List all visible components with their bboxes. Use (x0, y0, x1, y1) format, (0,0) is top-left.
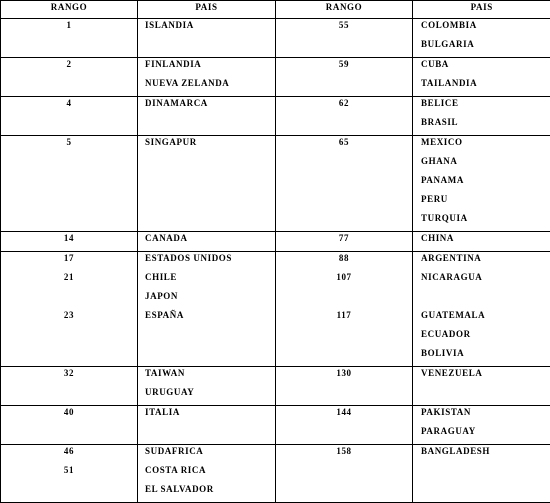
country-right-cell (413, 232, 550, 252)
rank-left-cell (1, 252, 138, 367)
rank-right-entry (276, 193, 412, 212)
rank-left-entry: 32 (1, 367, 137, 386)
country-left-entry (145, 212, 275, 231)
rank-right-entry (276, 116, 412, 135)
rank-right-cell (276, 445, 413, 503)
table-body (1, 19, 550, 503)
country-right-cell (413, 406, 550, 445)
rank-left-cell (1, 367, 138, 406)
table-row (1, 445, 550, 503)
country-right-cell (413, 136, 550, 232)
rank-left-entry: 1 (1, 19, 137, 38)
rank-left-entry (1, 174, 137, 193)
country-right-cell (413, 252, 550, 367)
rank-left-entry: 51 (1, 464, 137, 483)
country-left-entry: FINLANDIA (145, 58, 275, 77)
rank-left-cell (1, 406, 138, 445)
country-left-entry: TAIWAN (145, 367, 275, 386)
country-right-entry (421, 483, 550, 502)
rank-left-entry: 4 (1, 97, 137, 116)
rank-right-entry: 65 (276, 136, 412, 155)
rank-left-entry (1, 155, 137, 174)
rank-right-cell (276, 232, 413, 252)
rank-right-cell (276, 19, 413, 58)
rank-right-entry: 59 (276, 58, 412, 77)
rank-right-entry (276, 212, 412, 231)
table-row (1, 232, 550, 252)
header-country-right: PAIS (413, 1, 550, 19)
table-row (1, 367, 550, 406)
rank-right-cell (276, 252, 413, 367)
rank-right-entry: 107 (276, 271, 412, 290)
rank-left-entry (1, 425, 137, 444)
table-row (1, 252, 550, 367)
rank-left-entry (1, 290, 137, 309)
rank-right-entry: 62 (276, 97, 412, 116)
country-right-cell (413, 19, 550, 58)
country-left-cell (138, 445, 276, 503)
country-right-entry: BULGARIA (421, 38, 550, 57)
country-right-entry: CHINA (421, 232, 550, 251)
country-right-entry: CUBA (421, 58, 550, 77)
rank-left-entry (1, 77, 137, 96)
rank-left-cell (1, 19, 138, 58)
country-right-entry: GHANA (421, 155, 550, 174)
header-country-left: PAIS (138, 1, 276, 19)
rank-right-entry: 130 (276, 367, 412, 386)
rank-left-cell (1, 58, 138, 97)
country-left-cell (138, 136, 276, 232)
rank-left-entry (1, 483, 137, 502)
country-left-entry: SUDAFRICA (145, 445, 275, 464)
country-left-entry: CANADA (145, 232, 275, 251)
country-right-entry: PAKISTAN (421, 406, 550, 425)
country-left-entry (145, 328, 275, 347)
country-left-entry: EL SALVADOR (145, 483, 275, 502)
country-right-entry: ARGENTINA (421, 252, 550, 271)
rank-left-cell (1, 232, 138, 252)
rank-left-entry (1, 386, 137, 405)
country-left-cell (138, 58, 276, 97)
country-right-entry: TURQUIA (421, 212, 550, 231)
country-left-entry: ITALIA (145, 406, 275, 425)
country-right-entry: BRASIL (421, 116, 550, 135)
rank-right-entry: 117 (276, 309, 412, 328)
rank-right-entry: 144 (276, 406, 412, 425)
country-left-entry: ESTADOS UNIDOS (145, 252, 275, 271)
country-right-entry (421, 386, 550, 405)
country-right-entry: NICARAGUA (421, 271, 550, 290)
country-left-cell (138, 367, 276, 406)
country-right-cell (413, 445, 550, 503)
country-left-entry (145, 116, 275, 135)
country-right-entry: PERU (421, 193, 550, 212)
country-left-entry: JAPON (145, 290, 275, 309)
table-row (1, 136, 550, 232)
country-right-entry: GUATEMALA (421, 309, 550, 328)
rank-left-entry: 23 (1, 309, 137, 328)
rank-right-entry (276, 464, 412, 483)
country-right-entry: MEXICO (421, 136, 550, 155)
country-right-entry: PANAMA (421, 174, 550, 193)
country-left-cell (138, 252, 276, 367)
country-right-entry: BOLIVIA (421, 347, 550, 366)
rank-left-entry: 46 (1, 445, 137, 464)
country-left-entry: ISLANDIA (145, 19, 275, 38)
country-left-entry: URUGUAY (145, 386, 275, 405)
country-left-entry: NUEVA ZELANDA (145, 77, 275, 96)
rank-left-entry: 40 (1, 406, 137, 425)
rank-right-cell (276, 136, 413, 232)
country-right-cell (413, 367, 550, 406)
country-right-cell (413, 97, 550, 136)
country-left-entry (145, 174, 275, 193)
country-left-entry: CHILE (145, 271, 275, 290)
country-right-entry: BELICE (421, 97, 550, 116)
rank-right-entry (276, 290, 412, 309)
rank-left-entry (1, 38, 137, 57)
rank-right-entry: 55 (276, 19, 412, 38)
country-right-entry: BANGLADESH (421, 445, 550, 464)
rank-left-entry (1, 193, 137, 212)
country-right-entry (421, 290, 550, 309)
rank-left-entry (1, 116, 137, 135)
rank-right-cell (276, 97, 413, 136)
country-left-cell (138, 232, 276, 252)
country-left-entry (145, 425, 275, 444)
country-left-entry: COSTA RICA (145, 464, 275, 483)
country-left-entry: DINAMARCA (145, 97, 275, 116)
rank-left-cell (1, 445, 138, 503)
table-row (1, 97, 550, 136)
rank-right-entry (276, 155, 412, 174)
country-left-entry: ESPAÑA (145, 309, 275, 328)
header-rank-right: RANGO (276, 1, 413, 19)
country-right-entry: VENEZUELA (421, 367, 550, 386)
table-row (1, 58, 550, 97)
rank-right-entry: 88 (276, 252, 412, 271)
rank-left-entry: 2 (1, 58, 137, 77)
rank-left-cell (1, 97, 138, 136)
country-left-entry (145, 38, 275, 57)
country-right-entry: COLOMBIA (421, 19, 550, 38)
header-rank-left: RANGO (1, 1, 138, 19)
rank-left-entry (1, 212, 137, 231)
rank-left-entry: 5 (1, 136, 137, 155)
country-right-entry (421, 464, 550, 483)
country-left-cell (138, 406, 276, 445)
table-row (1, 19, 550, 58)
country-left-entry (145, 155, 275, 174)
rank-right-entry: 158 (276, 445, 412, 464)
rank-right-entry (276, 328, 412, 347)
country-left-entry (145, 347, 275, 366)
country-right-entry: PARAGUAY (421, 425, 550, 444)
rank-right-entry (276, 425, 412, 444)
country-left-cell (138, 97, 276, 136)
rank-left-entry (1, 328, 137, 347)
rank-right-entry (276, 347, 412, 366)
country-left-entry: SINGAPUR (145, 136, 275, 155)
rank-right-entry: 77 (276, 232, 412, 251)
rank-right-cell (276, 58, 413, 97)
rank-left-entry: 21 (1, 271, 137, 290)
rank-right-cell (276, 406, 413, 445)
country-right-entry: TAILANDIA (421, 77, 550, 96)
table-header-row (1, 1, 550, 19)
rank-right-entry (276, 174, 412, 193)
country-right-entry: ECUADOR (421, 328, 550, 347)
country-right-cell (413, 58, 550, 97)
country-left-cell (138, 19, 276, 58)
rank-left-cell (1, 136, 138, 232)
rank-left-entry: 14 (1, 232, 137, 251)
rank-right-entry (276, 386, 412, 405)
rank-right-entry (276, 38, 412, 57)
table-row (1, 406, 550, 445)
rank-right-entry (276, 483, 412, 502)
country-left-entry (145, 193, 275, 212)
rank-right-entry (276, 77, 412, 96)
rank-left-entry: 17 (1, 252, 137, 271)
rank-left-entry (1, 347, 137, 366)
rank-right-cell (276, 367, 413, 406)
